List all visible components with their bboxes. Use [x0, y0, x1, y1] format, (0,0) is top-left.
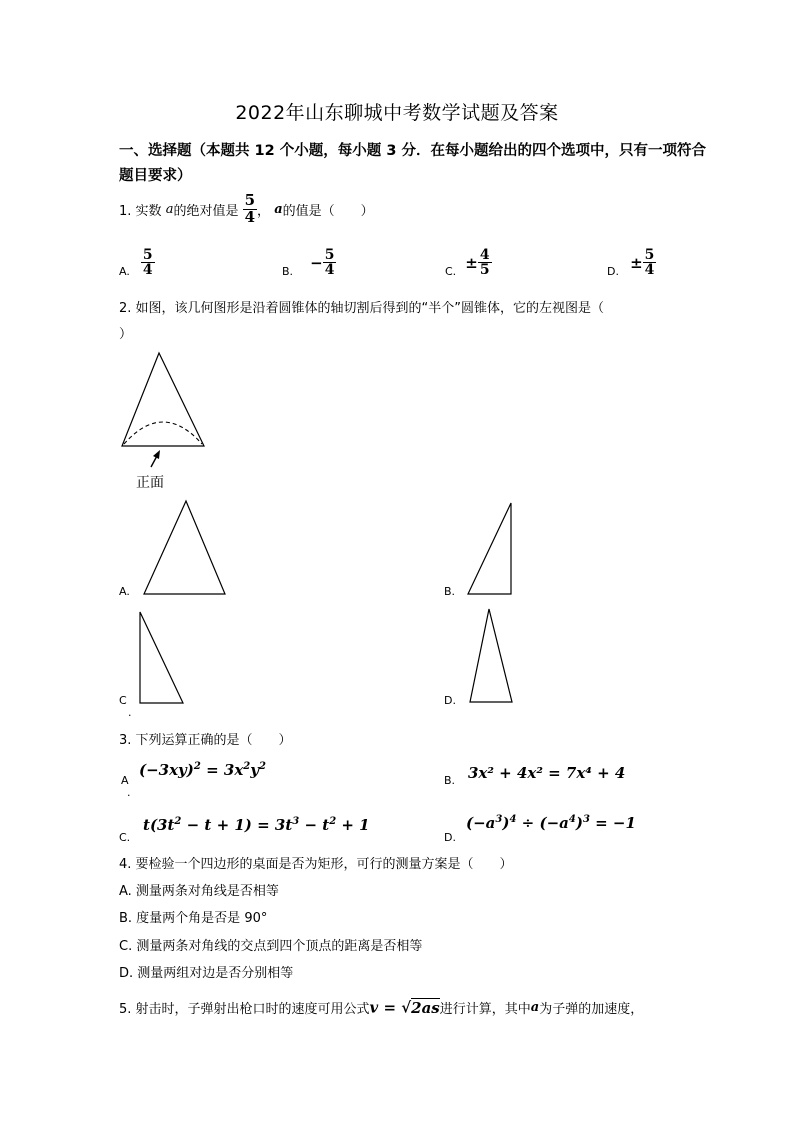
q4-option-c: C. 测量两条对角线的交点到四个顶点的距离是否相等	[119, 939, 423, 954]
q4-option-b: B. 度量两个角是否是 90°	[119, 911, 268, 926]
q1-option-c-letter: C.	[445, 265, 457, 278]
q5-formula-radicand: 2as	[411, 998, 440, 1017]
q1-option-b-sign: −	[310, 253, 323, 272]
q2-option-c-shape	[140, 612, 183, 703]
q2-front-label: 正面	[136, 475, 164, 491]
q1-option-b-letter: B.	[282, 265, 294, 278]
q2-option-c-triangle	[138, 610, 188, 706]
q1-fraction	[243, 193, 257, 226]
q1-variable-a2: a	[274, 201, 283, 217]
q1-option-d-num: 5	[644, 246, 655, 263]
q1-option-a-num: 5	[142, 246, 153, 263]
q1-option-a-fraction	[141, 248, 155, 278]
q1-fraction-denominator: 4	[244, 207, 256, 226]
q1-comma: ，	[257, 203, 271, 219]
q3-option-b-letter: B.	[444, 774, 456, 787]
q1-option-d-letter: D.	[607, 265, 619, 278]
q1-mid: 的绝对值是	[173, 203, 239, 219]
q4-option-a: A. 测量两条对角线是否相等	[119, 884, 279, 899]
q1-option-b-fraction	[323, 248, 337, 278]
q3-option-a-letter: A	[121, 774, 129, 787]
q2-option-d-letter: D.	[444, 694, 456, 707]
q2-option-c-letter: C	[119, 694, 127, 707]
q3-option-c-expression: $t(3t^2 - t + 1) = 3t^3 - t^2 + 1$	[143, 816, 370, 834]
q1-option-c-den: 5	[479, 262, 490, 279]
q2-cone-outline	[122, 353, 204, 446]
q3-option-a-dot: .	[127, 786, 131, 799]
q4-option-d: D. 测量两组对边是否分别相等	[119, 966, 294, 981]
q2-option-d-shape	[470, 609, 512, 702]
q2-option-a-letter: A.	[119, 585, 130, 598]
section-heading-line2: 题目要求）	[119, 168, 192, 184]
q1-option-d-fraction	[643, 248, 657, 278]
q3-option-b-expression: 3x² + 4x² = 7x⁴ + 4	[468, 764, 626, 782]
q5-mid: 进行计算，其中	[439, 1002, 531, 1017]
question-1-stem	[119, 193, 374, 226]
q5-prefix: 5. 射击时，子弹射出枪口时的速度可用公式	[119, 1002, 370, 1017]
q5-formula-v: v	[369, 998, 379, 1017]
q3-option-d-letter: D.	[444, 831, 456, 844]
q1-option-b	[282, 245, 336, 278]
q3-option-d-expression: $(-a^3)^4 \div (-a^4)^3 = -1$	[466, 814, 636, 832]
q2-option-a-shape	[144, 501, 225, 594]
q2-option-d-triangle	[467, 608, 517, 706]
q1-option-c-fraction	[478, 248, 492, 278]
q1-option-c	[445, 245, 492, 278]
q1-option-a-letter: A.	[119, 265, 130, 278]
q2-cone-dashed-arc	[124, 422, 202, 444]
question-2-stem-line1: 2. 如图，该几何图形是沿着圆锥体的轴切割后得到的“半个”圆锥体，它的左视图是（	[119, 301, 605, 316]
q1-option-c-sign: ±	[465, 253, 478, 272]
page-title: 2022年山东聊城中考数学试题及答案	[235, 102, 559, 124]
q5-variable-a: a	[530, 1000, 540, 1015]
q3-option-a-expression: $(-3xy)^2 = 3x^2y^2$	[139, 761, 266, 779]
q2-half-cone-figure	[118, 350, 218, 460]
question-2-stem-line2: ）	[119, 327, 133, 342]
q1-prefix: 1. 实数	[119, 203, 162, 219]
question-5-stem	[119, 998, 643, 1017]
q1-variable-a: a	[165, 201, 174, 217]
q1-option-a-den: 4	[142, 262, 153, 279]
q1-option-c-num: 4	[479, 246, 490, 263]
q1-option-b-num: 5	[324, 246, 335, 263]
q1-suffix: 的值是（ ）	[282, 203, 374, 219]
q1-fraction-numerator: 5	[244, 191, 256, 209]
q5-formula-equals: =	[378, 998, 402, 1017]
q2-option-b-shape	[468, 503, 511, 594]
q2-option-b-letter: B.	[444, 585, 456, 598]
q2-option-a-triangle	[143, 500, 233, 598]
q3-option-c-letter: C.	[119, 831, 131, 844]
q1-option-d-sign: ±	[630, 253, 643, 272]
question-3-stem: 3. 下列运算正确的是（ ）	[119, 733, 292, 748]
q2-arrow-head	[153, 450, 160, 459]
q1-option-a	[119, 245, 155, 278]
q1-option-d-den: 4	[644, 262, 655, 279]
q1-option-d	[607, 245, 656, 278]
q1-option-b-den: 4	[324, 262, 335, 279]
q5-formula	[370, 998, 440, 1017]
question-4-stem: 4. 要检验一个四边形的桌面是否为矩形，可行的测量方案是（ ）	[119, 857, 513, 872]
q2-option-c-dot: .	[128, 706, 132, 719]
q5-sqrt-sign: √	[401, 998, 412, 1017]
section-heading-line1: 一、选择题（本题共 12 个小题，每小题 3 分．在每小题给出的四个选项中，只有一项符合	[119, 143, 706, 159]
q5-suffix: 为子弹的加速度，	[539, 1002, 644, 1017]
q2-option-b-triangle	[466, 502, 516, 600]
